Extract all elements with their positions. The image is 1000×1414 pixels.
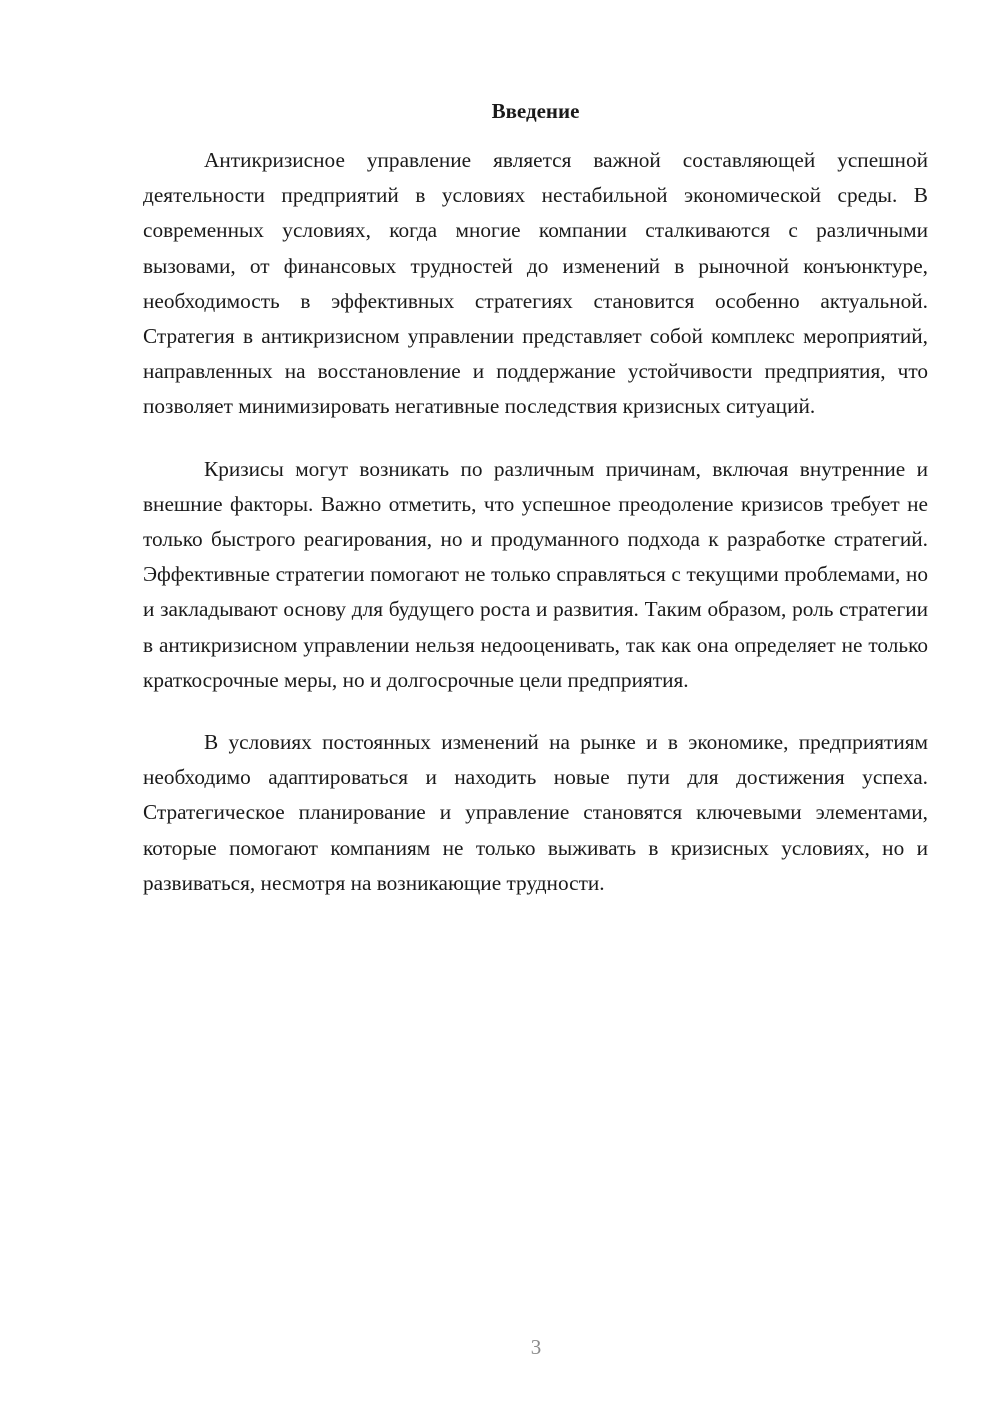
section-heading: Введение: [491, 99, 580, 123]
paragraph-1: Антикризисное управление является важной составляющей успешной деятельности предприятий в условиях нестабильной экономической среды. В современных условиях, когда многие компании сталкиваются с различными вызовами, от финансовых трудностей до изменений в рыночной конъюнктуре, необходимость в эффективных стратегиях становится особенно актуальной. Стратегия в антикризисном управлении представляет собой комплекс мероприятий, направленных на восстановление и поддержание устойчивости предприятия, что позволяет минимизировать негативные последствия кризисных ситуаций.: [143, 148, 928, 419]
body-text: [143, 143, 928, 928]
paragraph-3: В условиях постоянных изменений на рынке и в экономике, предприятиям необходимо адаптироваться и находить новые пути для достижения успеха. Стратегическое планирование и управление становятся ключевыми элементами, которые помогают компаниям не только выживать в кризисных условиях, но и развиваться, несмотря на возникающие трудности.: [143, 730, 928, 895]
page-number: 3: [530, 1335, 542, 1359]
paragraph-2: Кризисы могут возникать по различным причинам, включая внутренние и внешние факторы. Важно отметить, что успешное преодоление кризисов требует не только быстрого реагирования, но и продуманного подхода к разработке стратегий. Эффективные стратегии помогают не только справляться с текущими проблемами, но и закладывают основу для будущего роста и развития. Таким образом, роль стратегии в антикризисном управлении нельзя недооценивать, так как она определяет не только краткосрочные меры, но и долгосрочные цели предприятия.: [143, 456, 928, 692]
